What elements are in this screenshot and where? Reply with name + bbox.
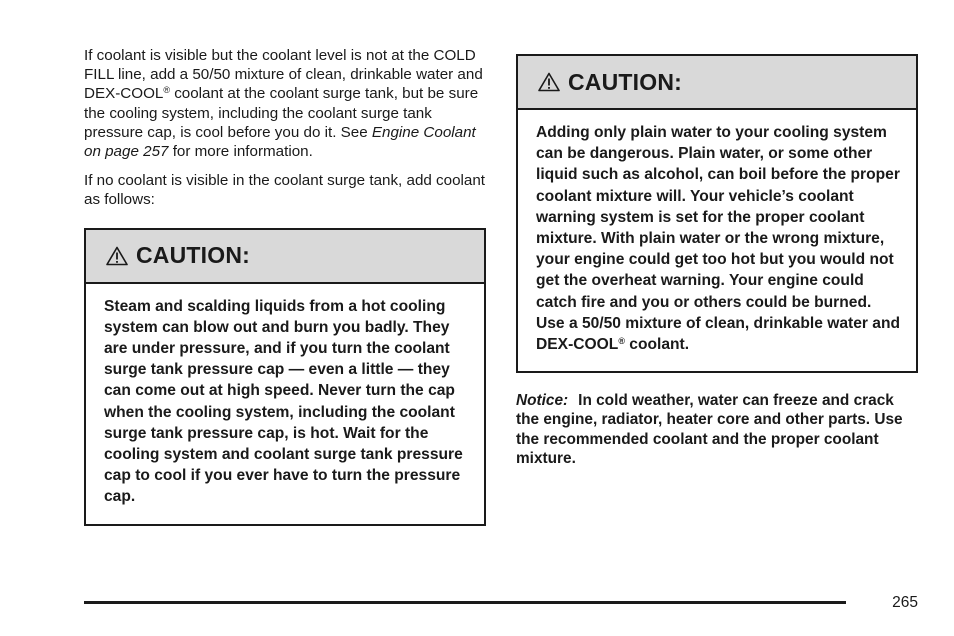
registered-mark: ® <box>163 85 170 96</box>
notice-text: In cold weather, water can freeze and crack the engine, radiator, heater core and other parts. Use the recommended coolant and the proper coolant mixture. <box>516 392 903 467</box>
caution-header <box>86 230 484 284</box>
caution-title: CAUTION: <box>136 242 251 269</box>
caution-box-steam <box>84 228 486 526</box>
caution-title: CAUTION: <box>568 68 683 95</box>
right-column <box>516 54 920 468</box>
engine-coolant-reference: Engine Coolant on page 257 <box>84 123 476 161</box>
warning-triangle-icon <box>538 72 560 92</box>
coolant-visible-paragraph <box>84 46 488 161</box>
caution-text <box>518 110 916 371</box>
caution-text-main: Adding only plain water to your cooling system can be dangerous. Plain water, or some other liquid such as alcohol, can boil before the proper coolant mixture will. Your vehicle’s coolant warning system is set for the proper coolant mixture. With plain water or the wrong mixture, your engine could get too hot but you would not get the overheat warning. Your engine could catch fire and you or others could be burned. Use a 50/50 mixture of clean, drinkable water and DEX-COOL <box>536 124 901 354</box>
no-coolant-paragraph: If no coolant is visible in the coolant surge tank, add coolant as follows: <box>84 172 486 209</box>
caution-text-end: coolant. <box>624 336 690 354</box>
warning-triangle-icon <box>106 246 128 266</box>
paragraph-text: for more information. <box>168 143 313 161</box>
paragraph-text: coolant at the coolant surge tank, but be sure the cooling system, including the coolant surge tank pressure cap, is cool before you do it. See <box>84 85 479 141</box>
paragraph-text: If coolant is visible but the coolant level is not at the COLD FILL line, add a 50/50 mixture of clean, drinkable water and DEX-COOL <box>84 47 483 103</box>
notice-paragraph <box>516 391 920 468</box>
footer-rule <box>84 601 846 604</box>
notice-label: Notice: <box>516 392 569 410</box>
page-number: 265 <box>892 594 918 611</box>
caution-text: Steam and scalding liquids from a hot cooling system can blow out and burn you badly. They are under pressure, and if you turn the coolant surge tank pressure cap — even a little — they can come out at high speed. Never turn the cap when the cooling system, including the coolant surge tank pressure cap, is hot. Wait for the cooling system and coolant surge tank pressure cap to cool if you ever have to turn the pressure cap. <box>104 297 463 506</box>
caution-header <box>518 56 916 110</box>
left-column <box>84 46 488 526</box>
caution-box-plain-water <box>516 54 918 373</box>
registered-mark: ® <box>618 336 625 347</box>
